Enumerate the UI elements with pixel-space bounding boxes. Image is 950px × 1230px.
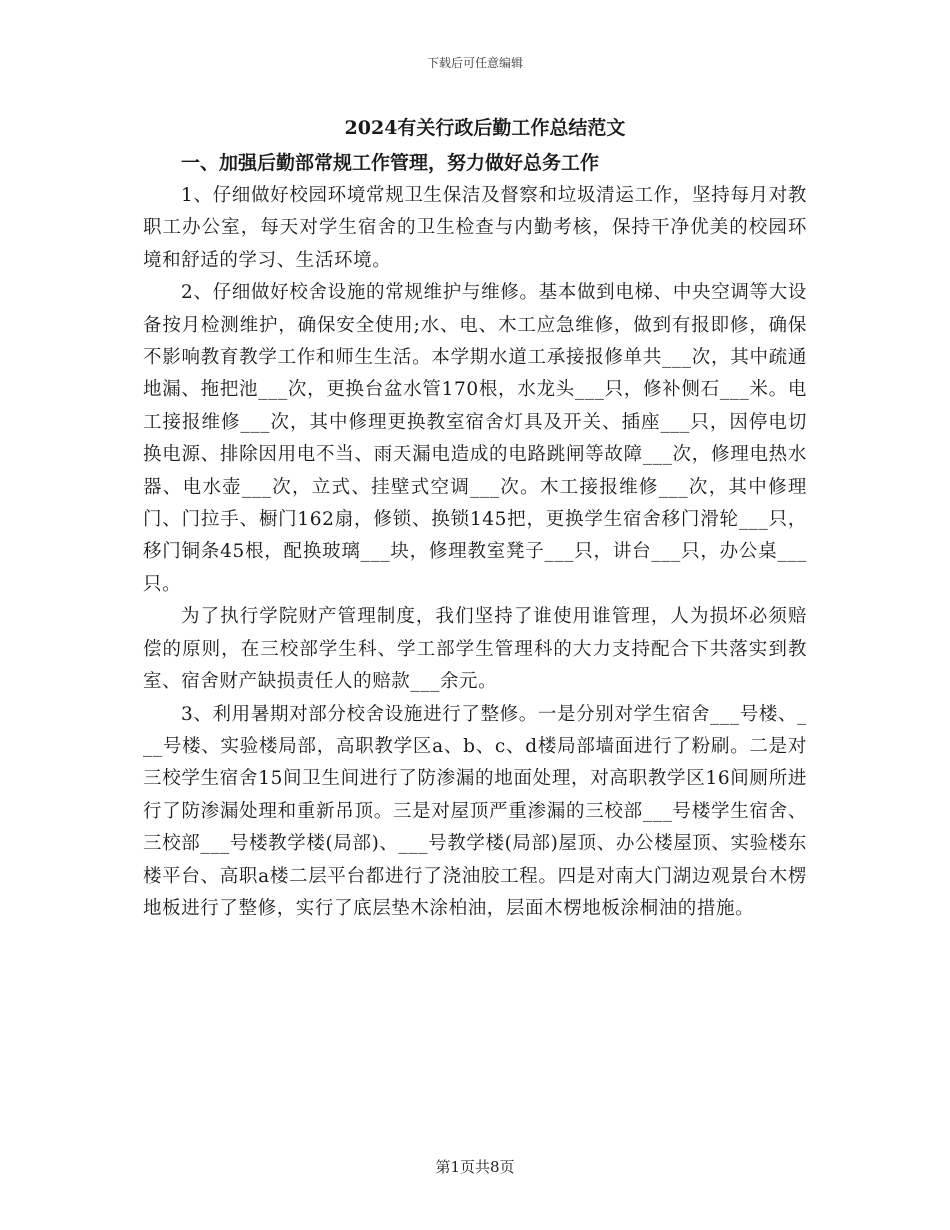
- section-heading: 一、加强后勤部常规工作管理，努力做好总务工作: [181, 152, 600, 174]
- document-body: [143, 112, 807, 925]
- paragraph-2: 2、仔细做好校舍设施的常规维护与维修。基本做到电梯、中央空调等大设备按月检测维护，确保安全使用;水、电、木工应急维修，做到有报即修，确保不影响教育教学工作和师生生活。本学期水道工承接报修单共___次，其中疏通地漏、拖把池___次，更换台盆水管170根，水龙头___只，修补侧石___米。电工接报维修___次，其中修理更换教室宿舍灯具及开关、插座___只，因停电切换电源、排除因用电不当、雨天漏电造成的电路跳闸等故障___次，修理电热水器、电水壶___次，立式、挂壁式空调___次。木工接报维修___次，其中修理门、门拉手、橱门162扇，修锁、换锁145把，更换学生宿舍移门滑轮___只，移门铜条45根，配换玻璃___块，修理教室凳子___只，讲台___只，办公桌___只。: [143, 282, 807, 595]
- header-note: 下载后可任意编辑: [426, 56, 523, 70]
- document-title: 2024有关行政后勤工作总结范文: [344, 117, 626, 139]
- paragraph-4: 3、利用暑期对部分校舍设施进行了整修。一是分别对学生宿舍___号楼、___号楼、实验楼局部，高职教学区a、b、c、d楼局部墙面进行了粉刷。二是对三校学生宿舍15间卫生间进行了防渗漏的地面处理，对高职教学区16间厕所进行了防渗漏处理和重新吊顶。三是对屋顶严重渗漏的三校部___号楼学生宿舍、三校部___号楼教学楼(局部)、___号教学楼(局部)屋顶、办公楼屋顶、实验楼东楼平台、高职a楼二层平台都进行了浇油胶工程。四是对南大门湖边观景台木楞地板进行了整修，实行了底层垫木涂柏油，层面木楞地板涂桐油的措施。: [143, 703, 807, 919]
- paragraph-3: 为了执行学院财产管理制度，我们坚持了谁使用谁管理，人为损坏必须赔偿的原则，在三校部学生科、学工部学生管理科的大力支持配合下共落实到教室、宿舍财产缺损责任人的赔款___余元。: [143, 606, 807, 693]
- page-indicator: 第1页共8页: [435, 1158, 515, 1176]
- paragraph-1: 1、仔细做好校园环境常规卫生保洁及督察和垃圾清运工作，坚持每月对教职工办公室，每天对学生宿舍的卫生检查与内勤考核，保持干净优美的校园环境和舒适的学习、生活环境。: [143, 185, 807, 271]
